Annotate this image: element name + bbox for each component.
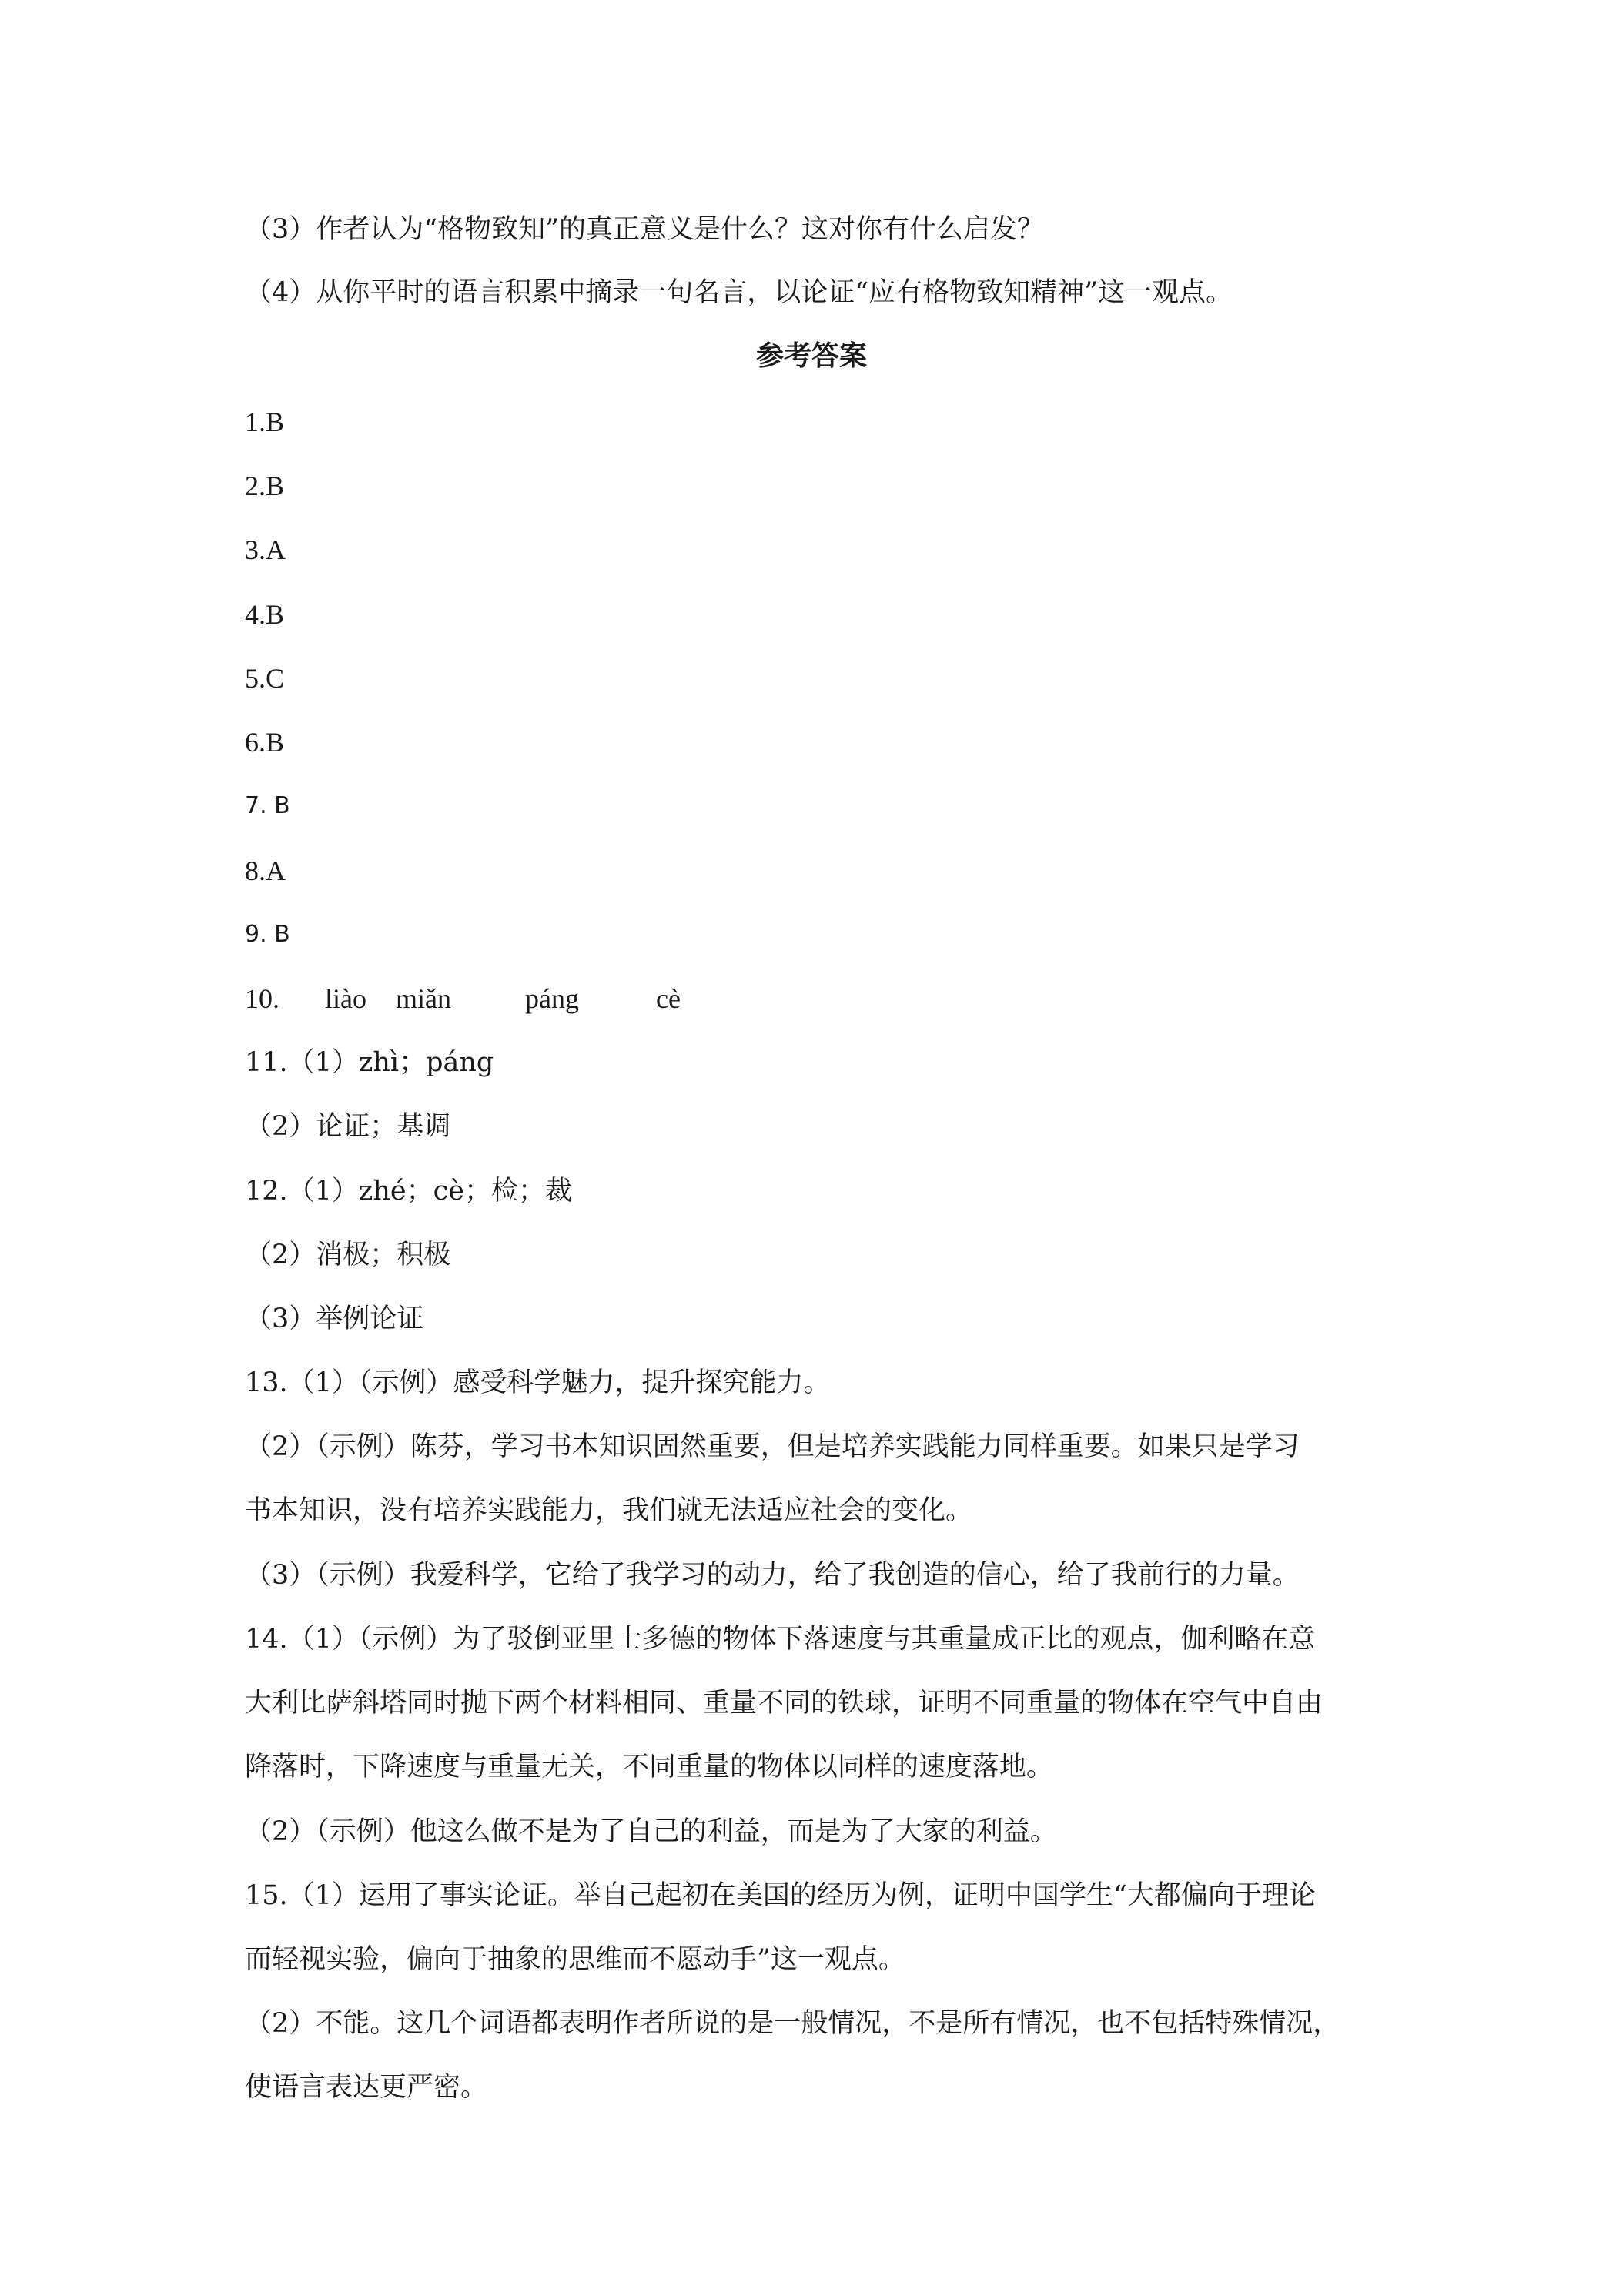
answer-12-part-2: （2）消极；积极 — [245, 1240, 451, 1270]
answer-12-part-1: 12.（1）zhé；cè；检；裁 — [245, 1176, 572, 1207]
answer-8: 8.A — [245, 855, 286, 886]
answer-13-part-3: （3）（示例）我爱科学，它给了我学习的动力，给了我创造的信心，给了我前行的力量。 — [245, 1560, 1300, 1591]
pinyin-item: páng — [525, 983, 579, 1014]
answer-14-part-1-line-3: 降落时，下降速度与重量无关，不同重量的物体以同样的速度落地。 — [245, 1752, 1054, 1782]
answer-6: 6.B — [245, 727, 285, 758]
answer-11-part-2: （2）论证；基调 — [245, 1111, 451, 1142]
answer-10 — [245, 982, 1384, 1016]
answer-15-part-1-line-1: 15.（1）运用了事实论证。举自己起初在美国的经历为例，证明中国学生“大都偏向于理论 — [245, 1880, 1316, 1911]
answer-3: 3.A — [245, 534, 286, 565]
answer-11-part-1: 11.（1）zhì；páng — [245, 1047, 494, 1078]
answer-13-part-1: 13.（1）（示例）感受科学魅力，提升探究能力。 — [245, 1367, 831, 1398]
answer-14-part-2: （2）（示例）他这么做不是为了自己的利益，而是为了大家的利益。 — [245, 1816, 1057, 1847]
answer-10-number: 10. — [245, 983, 279, 1014]
pinyin-item: cè — [656, 983, 681, 1014]
answers-title: 参考答案 — [755, 340, 867, 372]
answer-14-part-1-line-2: 大利比萨斜塔同时抛下两个材料相同、重量不同的铁球，证明不同重量的物体在空气中自由 — [245, 1688, 1323, 1719]
question-4: （4）从你平时的语言积累中摘录一句名言，以论证“应有格物致知精神”这一观点。 — [245, 277, 1233, 308]
answer-13-part-2-line-1: （2）（示例）陈芬，学习书本知识固然重要，但是培养实践能力同样重要。如果只是学习 — [245, 1431, 1300, 1462]
answer-7: 7. B — [245, 792, 290, 819]
question-3: （3）作者认为“格物致知”的真正意义是什么？这对你有什么启发？ — [245, 214, 1045, 245]
answer-15-part-2-line-1: （2）不能。这几个词语都表明作者所说的是一般情况，不是所有情况，也不包括特殊情况， — [245, 2008, 1340, 2039]
answer-9: 9. B — [245, 921, 290, 948]
answer-15-part-1-line-2: 而轻视实验，偏向于抽象的思维而不愿动手”这一观点。 — [245, 1944, 905, 1975]
answer-13-part-2-line-2: 书本知识，没有培养实践能力，我们就无法适应社会的变化。 — [245, 1495, 973, 1526]
pinyin-item: miǎn — [396, 983, 451, 1014]
answer-2: 2.B — [245, 470, 285, 501]
answer-15-part-2-line-2: 使语言表达更严密。 — [245, 2072, 488, 2103]
answer-5: 5.C — [245, 663, 285, 694]
answer-4: 4.B — [245, 599, 285, 630]
answer-12-part-3: （3）举例论证 — [245, 1304, 424, 1334]
answer-14-part-1-line-1: 14.（1）（示例）为了驳倒亚里士多德的物体下落速度与其重量成正比的观点，伽利略在意 — [245, 1624, 1316, 1655]
answer-1: 1.B — [245, 407, 285, 437]
pinyin-item: liào — [325, 983, 366, 1014]
